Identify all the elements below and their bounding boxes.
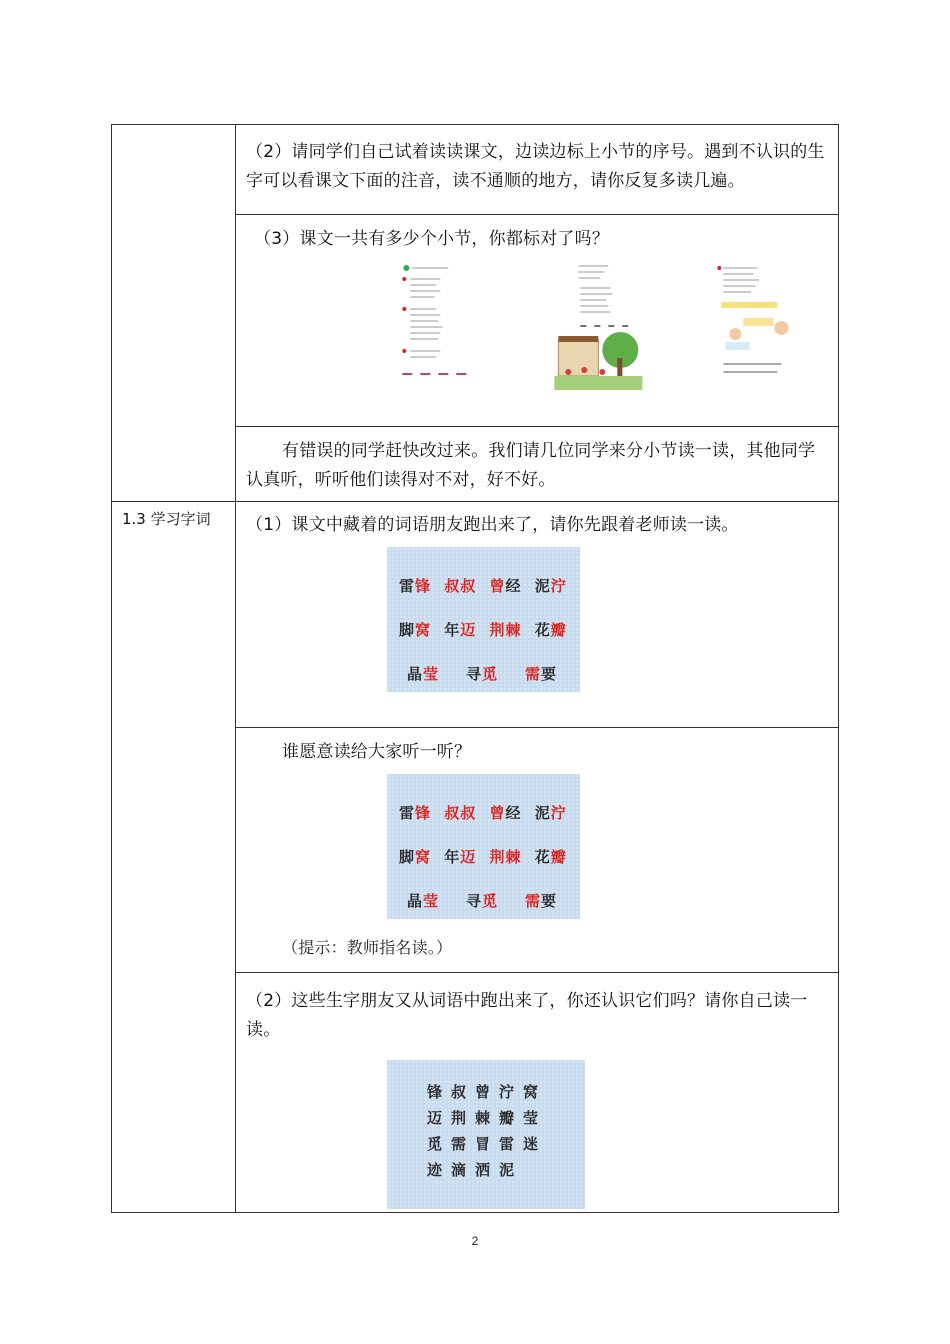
textbook-page-middle-illustration: [523, 262, 674, 392]
content-cell-volunteer-read: [236, 728, 839, 973]
word-card: [387, 547, 580, 692]
word-item: 雷锋: [399, 803, 432, 822]
teacher-hint: （提示：教师指名读。）: [282, 938, 453, 957]
character: 洒: [475, 1160, 491, 1179]
instruction-text: 谁愿意读给大家听一听？: [282, 742, 472, 762]
word-item: 曾经: [489, 576, 522, 595]
word-item: 需要: [525, 891, 558, 910]
character-card: [387, 1060, 585, 1209]
instruction-text: 有错误的同学赶快改过来。我们请几位同学来分小节读一读，其他同学认真听，听听他们读得对不对，好不好。: [246, 441, 816, 490]
word-item: 年迈: [444, 847, 477, 866]
word-item: 晶莹: [407, 891, 440, 910]
word-item: 雷锋: [399, 576, 432, 595]
word-item: 花瓣: [534, 620, 567, 639]
character: 迈: [427, 1108, 443, 1127]
word-item: 脚窝: [399, 847, 432, 866]
character-row: [387, 1156, 585, 1182]
word-item: 年迈: [444, 620, 477, 639]
content-cell-characters: [236, 973, 839, 1213]
word-item: 晶莹: [407, 664, 440, 683]
character: 需: [451, 1134, 467, 1153]
content-cell-words: [236, 502, 839, 728]
character: 雷: [499, 1134, 515, 1153]
word-item: 寻觅: [466, 664, 499, 683]
character: 窝: [523, 1082, 539, 1101]
instruction-text: （2）请同学们自己试着读读课文，边读边标上小节的序号。遇到不认识的生字可以看课文下面的注音，读不通顺的地方，请你反复多读几遍。: [246, 142, 825, 191]
word-card-repeat: [387, 774, 580, 919]
word-item: 叔叔: [444, 803, 477, 822]
character: 泥: [499, 1160, 515, 1179]
word-row: [387, 607, 580, 651]
stage-cell-learn-words: [112, 502, 236, 1213]
word-item: 需要: [525, 664, 558, 683]
word-row: [387, 834, 580, 878]
content-cell-read-aloud: [236, 125, 839, 215]
textbook-page-right-illustration: [679, 262, 830, 392]
word-item: 泥泞: [534, 803, 567, 822]
character-row: [387, 1078, 585, 1104]
word-item: 花瓣: [534, 847, 567, 866]
page-number: 2: [471, 1234, 479, 1248]
character: 觅: [427, 1134, 443, 1153]
textbook-page-left-illustration: [366, 262, 517, 392]
character: 荆: [451, 1108, 467, 1127]
character: 莹: [523, 1108, 539, 1127]
word-item: 叔叔: [444, 576, 477, 595]
character-row: [387, 1130, 585, 1156]
word-item: 脚窝: [399, 620, 432, 639]
character: 冒: [475, 1134, 491, 1153]
textbook-spread: [366, 262, 830, 392]
character: 泞: [499, 1082, 515, 1101]
word-item: 荆棘: [489, 847, 522, 866]
word-item: 曾经: [489, 803, 522, 822]
content-cell-correction: [236, 427, 839, 502]
word-row: [387, 651, 580, 695]
word-item: 泥泞: [534, 576, 567, 595]
word-row: [387, 790, 580, 834]
character: 瓣: [499, 1108, 515, 1127]
character: 叔: [451, 1082, 467, 1101]
content-cell-count-sections: [236, 215, 839, 427]
instruction-text: （2）这些生字朋友又从词语中跑出来了，你还认识它们吗？请你自己读一读。: [246, 991, 808, 1040]
character: 迷: [523, 1134, 539, 1153]
stage-cell-continued: [112, 125, 236, 502]
word-row: [387, 563, 580, 607]
character: 锋: [427, 1082, 443, 1101]
word-item: 寻觅: [466, 891, 499, 910]
lesson-table: [111, 124, 839, 1213]
word-item: 荆棘: [489, 620, 522, 639]
character: 滴: [451, 1160, 467, 1179]
character: 棘: [475, 1108, 491, 1127]
character-row: [387, 1104, 585, 1130]
stage-label: 1.3 学习字词: [122, 510, 211, 528]
character: 迹: [427, 1160, 443, 1179]
character: 曾: [475, 1082, 491, 1101]
question-text: （3）课文一共有多少个小节，你都标对了吗？: [254, 229, 610, 249]
instruction-text: （1）课文中藏着的词语朋友跑出来了，请你先跟着老师读一读。: [246, 515, 739, 535]
word-row: [387, 878, 580, 922]
